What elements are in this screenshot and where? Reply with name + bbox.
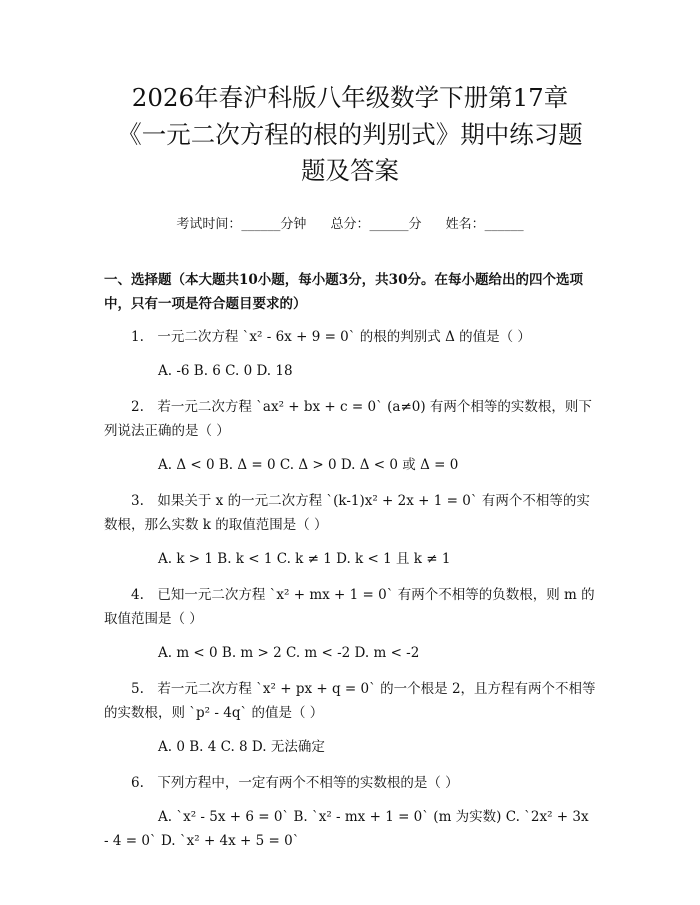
exam-time: 考试时间：______分钟 [176, 216, 307, 232]
question-text: 3. 如果关于 x 的一元二次方程 `(k-1)x² + 2x + 1 = 0` 有两个不相等的实数根，那么实数 k 的取值范围是（ ） [104, 492, 590, 533]
title-line: 《一元二次方程的根的判别式》期中练习题 [117, 119, 583, 149]
question-options: A. Δ < 0 B. Δ = 0 C. Δ > 0 D. Δ < 0 或 Δ = 0 [158, 456, 459, 473]
exam-meta [104, 213, 596, 232]
question-options: A. `x² - 5x + 6 = 0` B. `x² - mx + 1 = 0` (m 为实数) C. `2x² + 3x - 4 = 0` D. `x² + 4x + 5 = 0` [104, 808, 589, 849]
question-text: 5. 若一元二次方程 `x² + px + q = 0` 的一个根是 2，且方程有两个不相等的实数根，则 `p² - 4q` 的值是（ ） [104, 680, 596, 721]
document-title [104, 80, 596, 190]
student-name: 姓名：______ [445, 216, 524, 232]
title-line: 题及答案 [301, 156, 399, 185]
question-text: 1. 一元二次方程 `x² - 6x + 9 = 0` 的根的判别式 Δ 的值是（ ） [131, 328, 531, 345]
title-line: 2026年春沪科版八年级数学下册第17章 [131, 83, 569, 112]
exam-score: 总分：______分 [330, 216, 422, 232]
question-options: A. k > 1 B. k < 1 C. k ≠ 1 D. k < 1 且 k ≠ 1 [158, 550, 451, 567]
section-heading: 一、选择题（本大题共10小题，每小题3分，共30分。在每小题给出的四个选项中，只有一项是符合题目要求的） [104, 271, 583, 312]
question-options: A. 0 B. 4 C. 8 D. 无法确定 [158, 738, 325, 755]
question-text: 2. 若一元二次方程 `ax² + bx + c = 0` (a≠0) 有两个相等的实数根，则下列说法正确的是（ ） [104, 398, 592, 439]
question-text: 6. 下列方程中，一定有两个不相等的实数根的是（ ） [131, 774, 459, 791]
question-text: 4. 已知一元二次方程 `x² + mx + 1 = 0` 有两个不相等的负数根，则 m 的取值范围是（ ） [104, 586, 595, 627]
question-options: A. m < 0 B. m > 2 C. m < -2 D. m < -2 [158, 644, 420, 661]
question-options: A. -6 B. 6 C. 0 D. 18 [158, 362, 293, 379]
